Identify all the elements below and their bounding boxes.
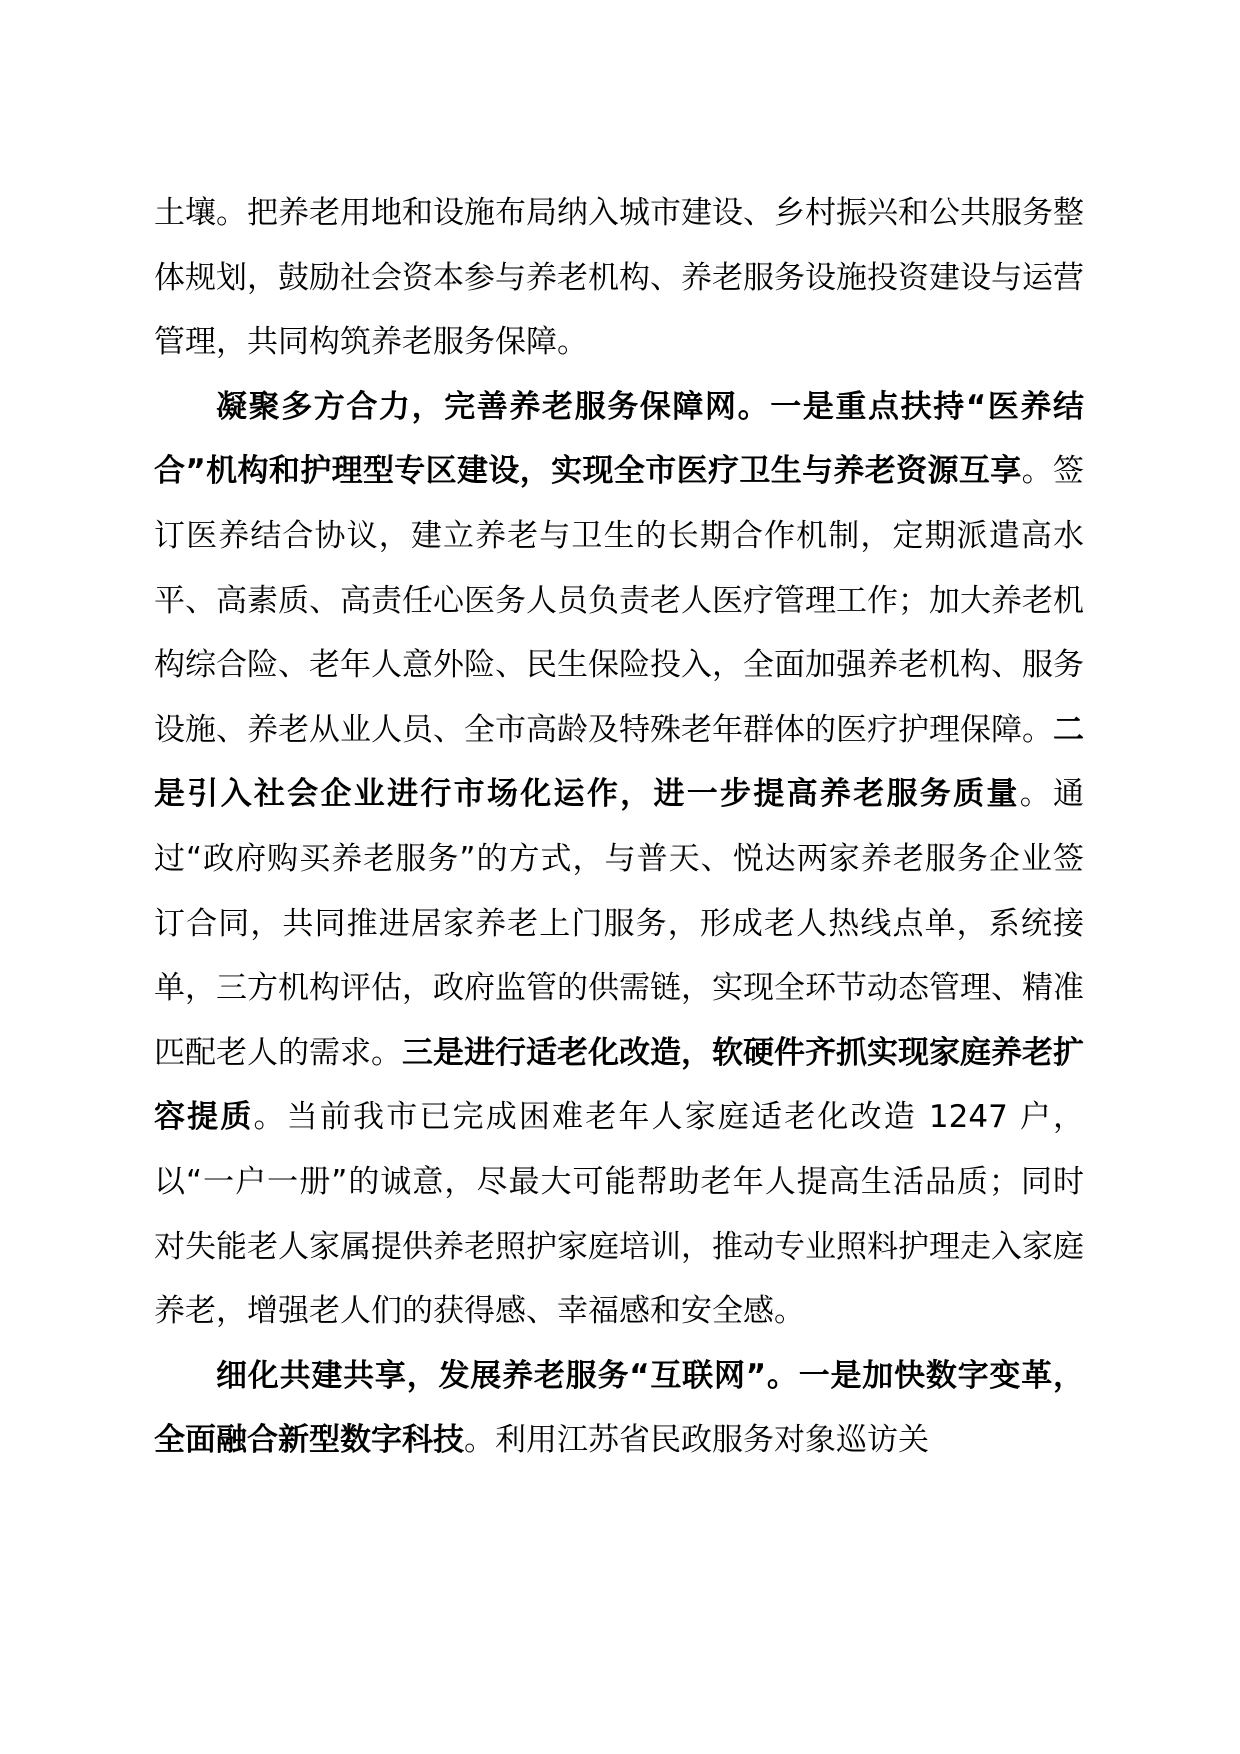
- paragraph-internet-services: [154, 1344, 1084, 1473]
- paragraph-medical-care-integration: [154, 375, 1084, 1344]
- paragraph-continuation: [154, 181, 1084, 375]
- bold-heading-run: 凝聚多方合力，完善养老服务保障网。一是重点扶持“医养结合”机构和护理型专区建设，实现全市医疗卫生与养老资源互享: [154, 388, 1084, 490]
- text-run: 。签订医养结合协议，建立养老与卫生的长期合作机制，定期派遣高水平、高素质、高责任心医务人员负责老人医疗管理工作；加大养老机构综合险、老年人意外险、民生保险投入，全面加强养老机构、服务设施、养老从业人员、全市高龄及特殊老年群体的医疗护理保障。: [154, 453, 1085, 748]
- text-run: 。通过“政府购买养老服务”的方式，与普天、悦达两家养老服务企业签订合同，共同推进居家养老上门服务，形成老人热线点单，系统接单，三方机构评估，政府监管的供需链，实现全环节动态管理、精准匹配老人的需求。: [154, 776, 1084, 1071]
- document-body: [154, 181, 1084, 1473]
- text-run: 土壤。把养老用地和设施布局纳入城市建设、乡村振兴和公共服务整体规划，鼓励社会资本参与养老机构、养老服务设施投资建设与运营管理，共同构筑养老服务保障。: [154, 195, 1084, 361]
- bold-heading-run: 二是引入社会企业进行市场化运作，进一步提高养老服务质量: [154, 711, 1084, 813]
- bold-heading-run: 细化共建共享，发展养老服务“互联网”。一是加快数字变革，全面融合新型数字科技: [154, 1357, 1084, 1459]
- text-run: 。当前我市已完成困难老年人家庭适老化改造 1247 户，以“一户一册”的诚意，尽最大可能帮助老年人提高生活品质；同时对失能老人家属提供养老照护家庭培训，推动专业照料护理走入家庭养老，增强老人们的获得感、幸福感和安全感。: [154, 1099, 1084, 1330]
- text-run: 。利用江苏省民政服务对象巡访关: [464, 1422, 929, 1459]
- bold-heading-run: 三是进行适老化改造，软硬件齐抓实现家庭养老扩容提质: [154, 1034, 1084, 1136]
